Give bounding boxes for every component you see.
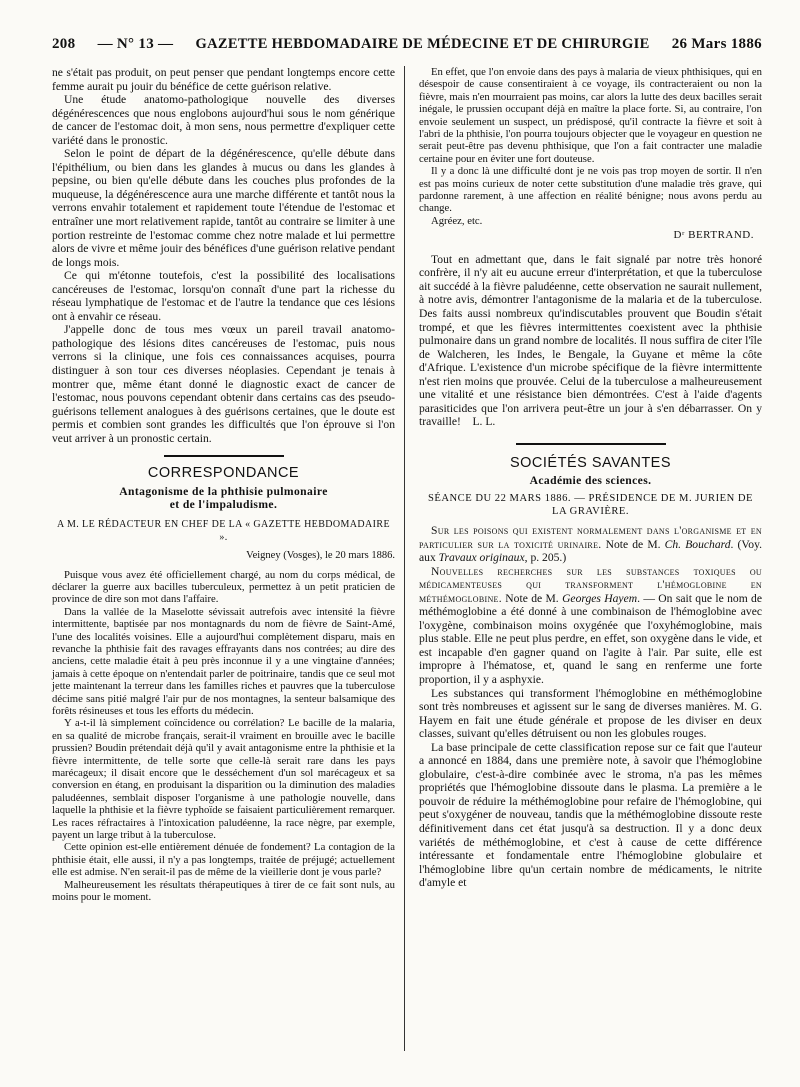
note-title: Sur les poisons qui existent normalement dans l'organisme et en particulier sur la toxicité urinaire. <box>419 523 762 551</box>
editor-initials: L. L. <box>472 415 496 429</box>
column-divider <box>404 66 405 1051</box>
paragraph: Nouvelles recherches sur les substances toxiques ou médicamenteuses qui transforment l'hémoglobine en méthémoglobine. Note de M. Georges Hayem. — On sait que le nom de méthémoglobine a été donné à une combinaison de l'hémoglobine avec l'oxygène, combinaison moins oxygénée que l'oxyhémoglobine, mais plus stable. Elle ne peut plus perdre, en effet, son oxygène dans le vide, et est incapable d'en gagner quand on l'agite à l'air. Par suite, elle est impropre à l'hématose, et, quand le sang en renferme une forte proportion, il y a asphyxie. <box>419 564 763 686</box>
subtitle-line: et de l'impaludisme. <box>169 498 278 512</box>
subtitle-line: Antagonisme de la phthisie pulmonaire <box>119 484 328 498</box>
letter-signature: Dʳ BERTRAND. <box>673 229 754 242</box>
paragraph: Sur les poisons qui existent normalement dans l'organisme et en particulier sur la toxicité urinaire. Note de M. Ch. Bouchard. (Voy. aux Travaux originaux, p. 205.) <box>419 523 763 565</box>
right-column <box>419 66 762 903</box>
paragraph: Agréez, etc. <box>431 214 483 227</box>
journal-title: GAZETTE HEBDOMADAIRE DE MÉDECINE ET DE CHIRURGIE <box>195 36 650 52</box>
paragraph: Ce qui m'étonne toutefois, c'est la possibilité des localisations cancéreuses de l'estomac, lorsqu'on connaît d'une part la richesse du réseau lymphatique de l'estomac et de l'autre la tendance que ces lésions ont à envahir ce réseau. <box>52 269 395 323</box>
letter-address: A M. LE RÉDACTEUR EN CHEF DE LA « GAZETTE HEBDOMADAIRE ». <box>57 518 390 544</box>
author-name: Georges Hayem <box>562 591 638 605</box>
paragraph: Les substances qui transforment l'hémoglobine en méthémoglobine sont très nombreuses et agissent sur le sang de diverses manières. M. G. Hayem en fait une étude générale et propose de les diviser en deux classes, suivant qu'elles détruisent ou non les globules rouges. <box>419 686 762 741</box>
paragraph: La base principale de cette classification repose sur ce fait que l'auteur a annoncé en 1884, dans une première note, à savoir que l'hémoglobine globulaire, c'est-à-dire combinée avec le stroma, n'a pas les mêmes propriétés que l'hémoglobine dissoute dans le plasma. La première a le pouvoir de réduire la méthémoglobine pour refaire de l'hémoglobine, qui peut s'oxygéner de nouveau, tandis que la méthémoglobine dissoute reste définitivement dans cet état jusqu'à sa destruction. Il y a donc deux variétés de méthémoglobine, et c'est à cause de cette différence intéressante et fondamentale entre l'hémoglobine globulaire et l'hémoglobine libre qu'un certain nombre de médicaments, le nitrite d'amyle et <box>419 740 762 890</box>
paragraph: Selon le point de départ de la dégénérescence, qu'elle débute dans l'épithélium, ou bien dans les glandes à mucus ou dans les glandes à pepsine, ou bien qu'elle débute dans les couches plus profondes de la muqueuse, la dégénérescence aura une marche différente et tantôt nous la verrons envahir totalement et rapidement toute l'étendue de l'estomac et entraîner une mort relativement rapide, tantôt au contraire se limiter à une portion restreinte de l'estomac comme chez notre malade et lui permettre alors de vivre et même jouir des bénéfices d'une guérison relative pendant de longs mois. <box>52 147 396 269</box>
left-column <box>52 66 395 903</box>
paragraph: Malheureusement les résultats thérapeutiques à tirer de ce fait sont nuls, au moins pour le moment. <box>52 878 395 904</box>
paragraph: Une étude anatomo-pathologique nouvelle des diverses dégénérescences que nous englobons aujourd'hui sous le nom générique de cancer de l'estomac doit, à mon sens, nous permettre d'expliquer cette variété dans le pronostic. <box>52 93 395 147</box>
note-title: Nouvelles recherches sur les substances toxiques ou médicamenteuses qui transforment l'hémoglobine en méthémoglobine. <box>419 564 762 605</box>
section-rule <box>164 455 284 457</box>
session-heading: SÉANCE DU 22 MARS 1886. — PRÉSIDENCE DE M. JURIEN DE LA GRAVIÈRE. <box>428 492 753 517</box>
letter-dateline: Veigney (Vosges), le 20 mars 1886. <box>246 549 395 561</box>
paragraph: Cette opinion est-elle entièrement dénuée de fondement? La contagion de la phthisie était, elle aussi, il n'y a pas longtemps, traitée de préjugé; actuellement elle est admise. N'en serait-il pas de même de la vieillerie dont je vous parle? <box>52 841 395 879</box>
paragraph <box>419 253 762 429</box>
paragraph: J'appelle donc de tous mes vœux un pareil travail anatomo-pathologique des lésions dites cancéreuses de l'estomac, puis nous verrons si la clinique, une fois ces connaissances acquises, pourra distinguer à son tour ces diverses néoplasies. Cependant je tenais à montrer que, même étant donné le diagnostic exact de cancer de l'estomac, nous pouvons cependant obtenir dans certains cas des pseudo-guérisons tellement analogues à des guérisons certaines, que le doute est permis et combien sont grandes les difficultés que l'on éprouve si l'on veut arriver à un pronostic certain. <box>52 323 395 445</box>
paragraph: Il y a donc là une difficulté dont je ne vois pas trop moyen de sortir. Il n'en est pas moins curieux de noter cette substitution d'une maladie très grave, qui pardonne rarement, à une affection en réalité bénigne; nous avons perdu au change. <box>419 165 762 215</box>
paragraph: Dans la vallée de la Maselotte sévissait autrefois avec intensité la fièvre intermittente, baptisée par nos montagnards du nom de fièvre de Saint-Amé, l'une des localités voisines. Elle a aujourd'hui complètement disparu, mais en revanche la phthisie fait des ravages effrayants dans nos contrées; au dire des anciens, cette maladie était à peu près inconnue il y a une vingtaine d'années; jamais à cette époque on n'entendait parler de poitrinaire, tandis que ce seul mot jette maintenant la terreur dans les familles riches et pauvres que la tuberculose décime sans pitié malgré l'air pur de nos montagnes, la senteur balsamique des forêts résineuses et tous les efforts du médecin. <box>52 605 395 717</box>
paragraph: Y a-t-il là simplement coïncidence ou corrélation? Le bacille de la malaria, en sa qualité de microbe français, serait-il vraiment en brouille avec le bacille prussien? Boudin prétendait déjà qu'il y avait antagonisme entre la phthisie et la fièvre intermittente, de telle sorte que celle-là serait rare dans les pays marécageux; il disait encore que le desséchement d'un sol marécageux et sa conversion en étang, en produisant la disparition ou la diminution des maladies paludéennes, semblait disposer l'organisme à une pathologie nouvelle, dans laquelle la phthisie et la fièvre typhoïde se faisaient particulièrement remarquer. Les races réfractaires à l'intoxication paludéenne, la race nègre, par exemple, payent un large tribut à la tuberculose. <box>52 717 395 842</box>
author-name: Ch. Bouchard <box>664 537 731 551</box>
article-subtitle <box>52 485 395 512</box>
paragraph: ne s'était pas produit, on peut penser que pendant longtemps encore cette femme aurait pu jouir du bénéfice de cette guérison relative. <box>52 66 395 93</box>
section-title-correspondance: CORRESPONDANCE <box>147 465 300 482</box>
section-title-societes: SOCIÉTÉS SAVANTES <box>509 454 672 471</box>
page-number: 208 <box>52 36 76 52</box>
section-rule <box>516 443 666 445</box>
running-header <box>52 36 762 60</box>
paragraph: Puisque vous avez été officiellement chargé, au nom du corps médical, de déclarer la guerre aux bacilles tuberculeux, permettez à un petit praticien de province de dire son mot dans l'affaire. <box>52 568 395 606</box>
issue-number: — N° 13 — <box>97 36 174 52</box>
columns <box>52 66 762 903</box>
paragraph: En effet, que l'on envoie dans des pays à malaria de vieux phthisiques, qui en désespoir de cause consentiraient à ce voyage, ils contracteraient ou non la fièvre, mais n'en mourraient pas moins, car alors la lutte des deux bacilles serait inégale, le prussien occupant déjà en maître la place forte. Si, au contraire, l'on envoie seulement un suspect, un prédisposé, qu'il contracte la fièvre et soit à l'abri de la phthisie, l'on pourra toujours objecter que le voyageur en question ne serait peut-être pas devenu phthisique, que l'on a fait contracter une maladie certaine pour en éviter une fort douteuse. <box>419 66 762 165</box>
society-name: Académie des sciences. <box>529 474 652 488</box>
issue-date: 26 Mars 1886 <box>671 36 762 52</box>
editorial-note: Tout en admettant que, dans le fait signalé par notre très honoré confrère, il n'y ait eu aucune erreur d'interprétation, et que la tuberculose ait succédé à la fièvre paludéenne, cette observation ne saurait nullement, à notre avis, démontrer l'antagonisme de la malaria et de la tuberculose. Des faits aussi nombreux qu'indiscutables prouvent que Boudin s'était trompé, et que les fièvres intermittentes coexistent avec la phthisie pulmonaire dans un grand nombre de localités. Il nous suffira de citer l'île de Walcheren, les Indes, le Bengale, la Guyane et même la côte d'Afrique. L'existence d'un microbe spécifique de la fièvre intermittente n'est rien moins que prouvée. Celui de la tuberculose a malheureusement une vitalité et une résistance bien démontrées. C'est à l'aide d'agents parasiticides que l'on arrivera peut-être un jour à s'en débarrasser. On y travaille! <box>419 252 762 429</box>
